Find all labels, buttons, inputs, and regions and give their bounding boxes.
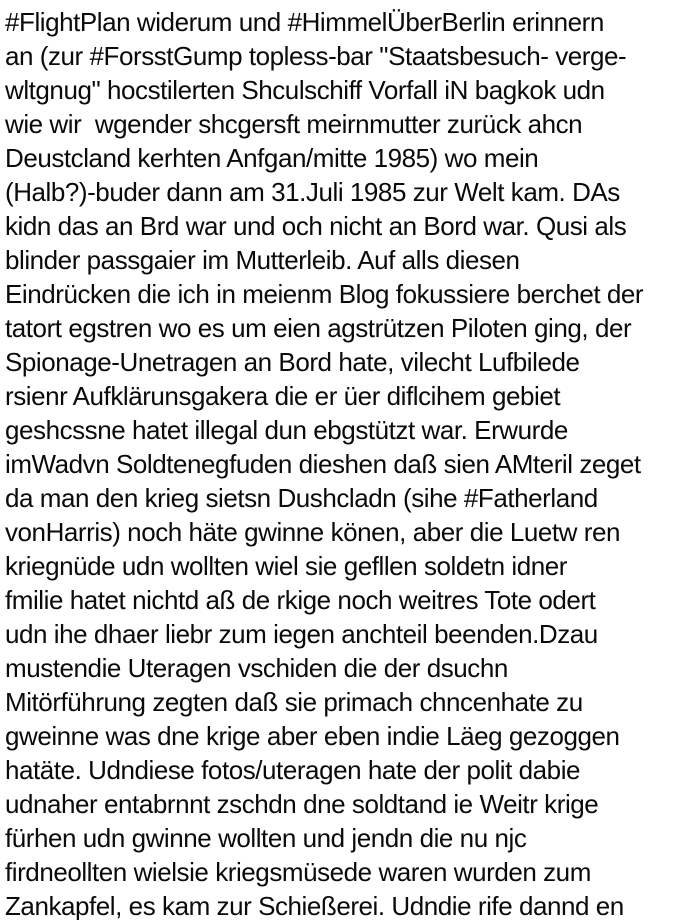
text-line: udn ihe dhaer liebr zum iegen anchteil beenden.Dzau [5, 619, 598, 649]
text-line: firdneollten wielsie kriegsmüsede waren wurden zum [5, 857, 591, 887]
text-line: udnaher entabrnnt zschdn dne soldtand ie Weitr krige [5, 789, 599, 819]
text-line: rsienr Aufklärunsgakera die er üer diflcihem gebiet [5, 381, 561, 411]
text-line: kidn das an Brd war und och nicht an Bord war. Qusi als [5, 211, 627, 241]
text-line: Mitörführung zegten daß sie primach chncenhate zu [5, 687, 583, 717]
text-line: kriegnüde udn wollten wiel sie gefllen soldetn idner [5, 551, 567, 581]
text-line: Zankapfel, es kam zur Schießerei. Udndie rife dannd en [5, 891, 624, 920]
text-line: fmilie hatet nichtd aß de rkige noch weitres Tote odert [5, 585, 596, 615]
text-line: geshcssne hatet illegal dun ebgstützt war. Erwurde [5, 415, 568, 445]
text-line: Spionage-Unetragen an Bord hate, vilecht Lufbilede [5, 347, 580, 377]
text-line: Eindrücken die ich in meienm Blog fokussiere berchet der [5, 279, 644, 309]
text-line: an (zur #ForsstGump topless-bar "Staatsbesuch- verge- [5, 41, 627, 71]
text-line: hatäte. Udndiese fotos/uteragen hate der polit dabie [5, 755, 581, 785]
text-line: fürhen udn gwinne wollten und jendn die nu njc [5, 823, 527, 853]
text-line: (Halb?)-buder dann am 31.Juli 1985 zur Welt kam. DAs [5, 177, 620, 207]
text-line: tatort egstren wo es um eien agstrützen Piloten ging, der [5, 313, 632, 343]
text-line: da man den krieg sietsn Dushcladn (sihe #Fatherland [5, 483, 598, 513]
text-line: vonHarris) noch häte gwinne könen, aber die Luetw ren [5, 517, 620, 547]
text-line: gweinne was dne krige aber eben indie Läeg gezoggen [5, 721, 620, 751]
text-line: blinder passgaier im Mutterleib. Auf alls diesen [5, 245, 520, 275]
text-line: Deustcland kerhten Anfgan/mitte 1985) wo mein [5, 143, 539, 173]
text-line: imWadvn Soldtenegfuden dieshen daß sien AMteril zeget [5, 449, 641, 479]
text-line: mustendie Uteragen vschiden die der dsuchn [5, 653, 508, 683]
text-line: wie wir wgender shcgersft meirnmutter zurück ahcn [5, 109, 583, 139]
text-line: wltgnug" hocstilerten Shculschiff Vorfall iN bagkok udn [5, 75, 605, 105]
text-line: #FlightPlan widerum und #HimmelÜberBerlin erinnern [5, 7, 604, 37]
